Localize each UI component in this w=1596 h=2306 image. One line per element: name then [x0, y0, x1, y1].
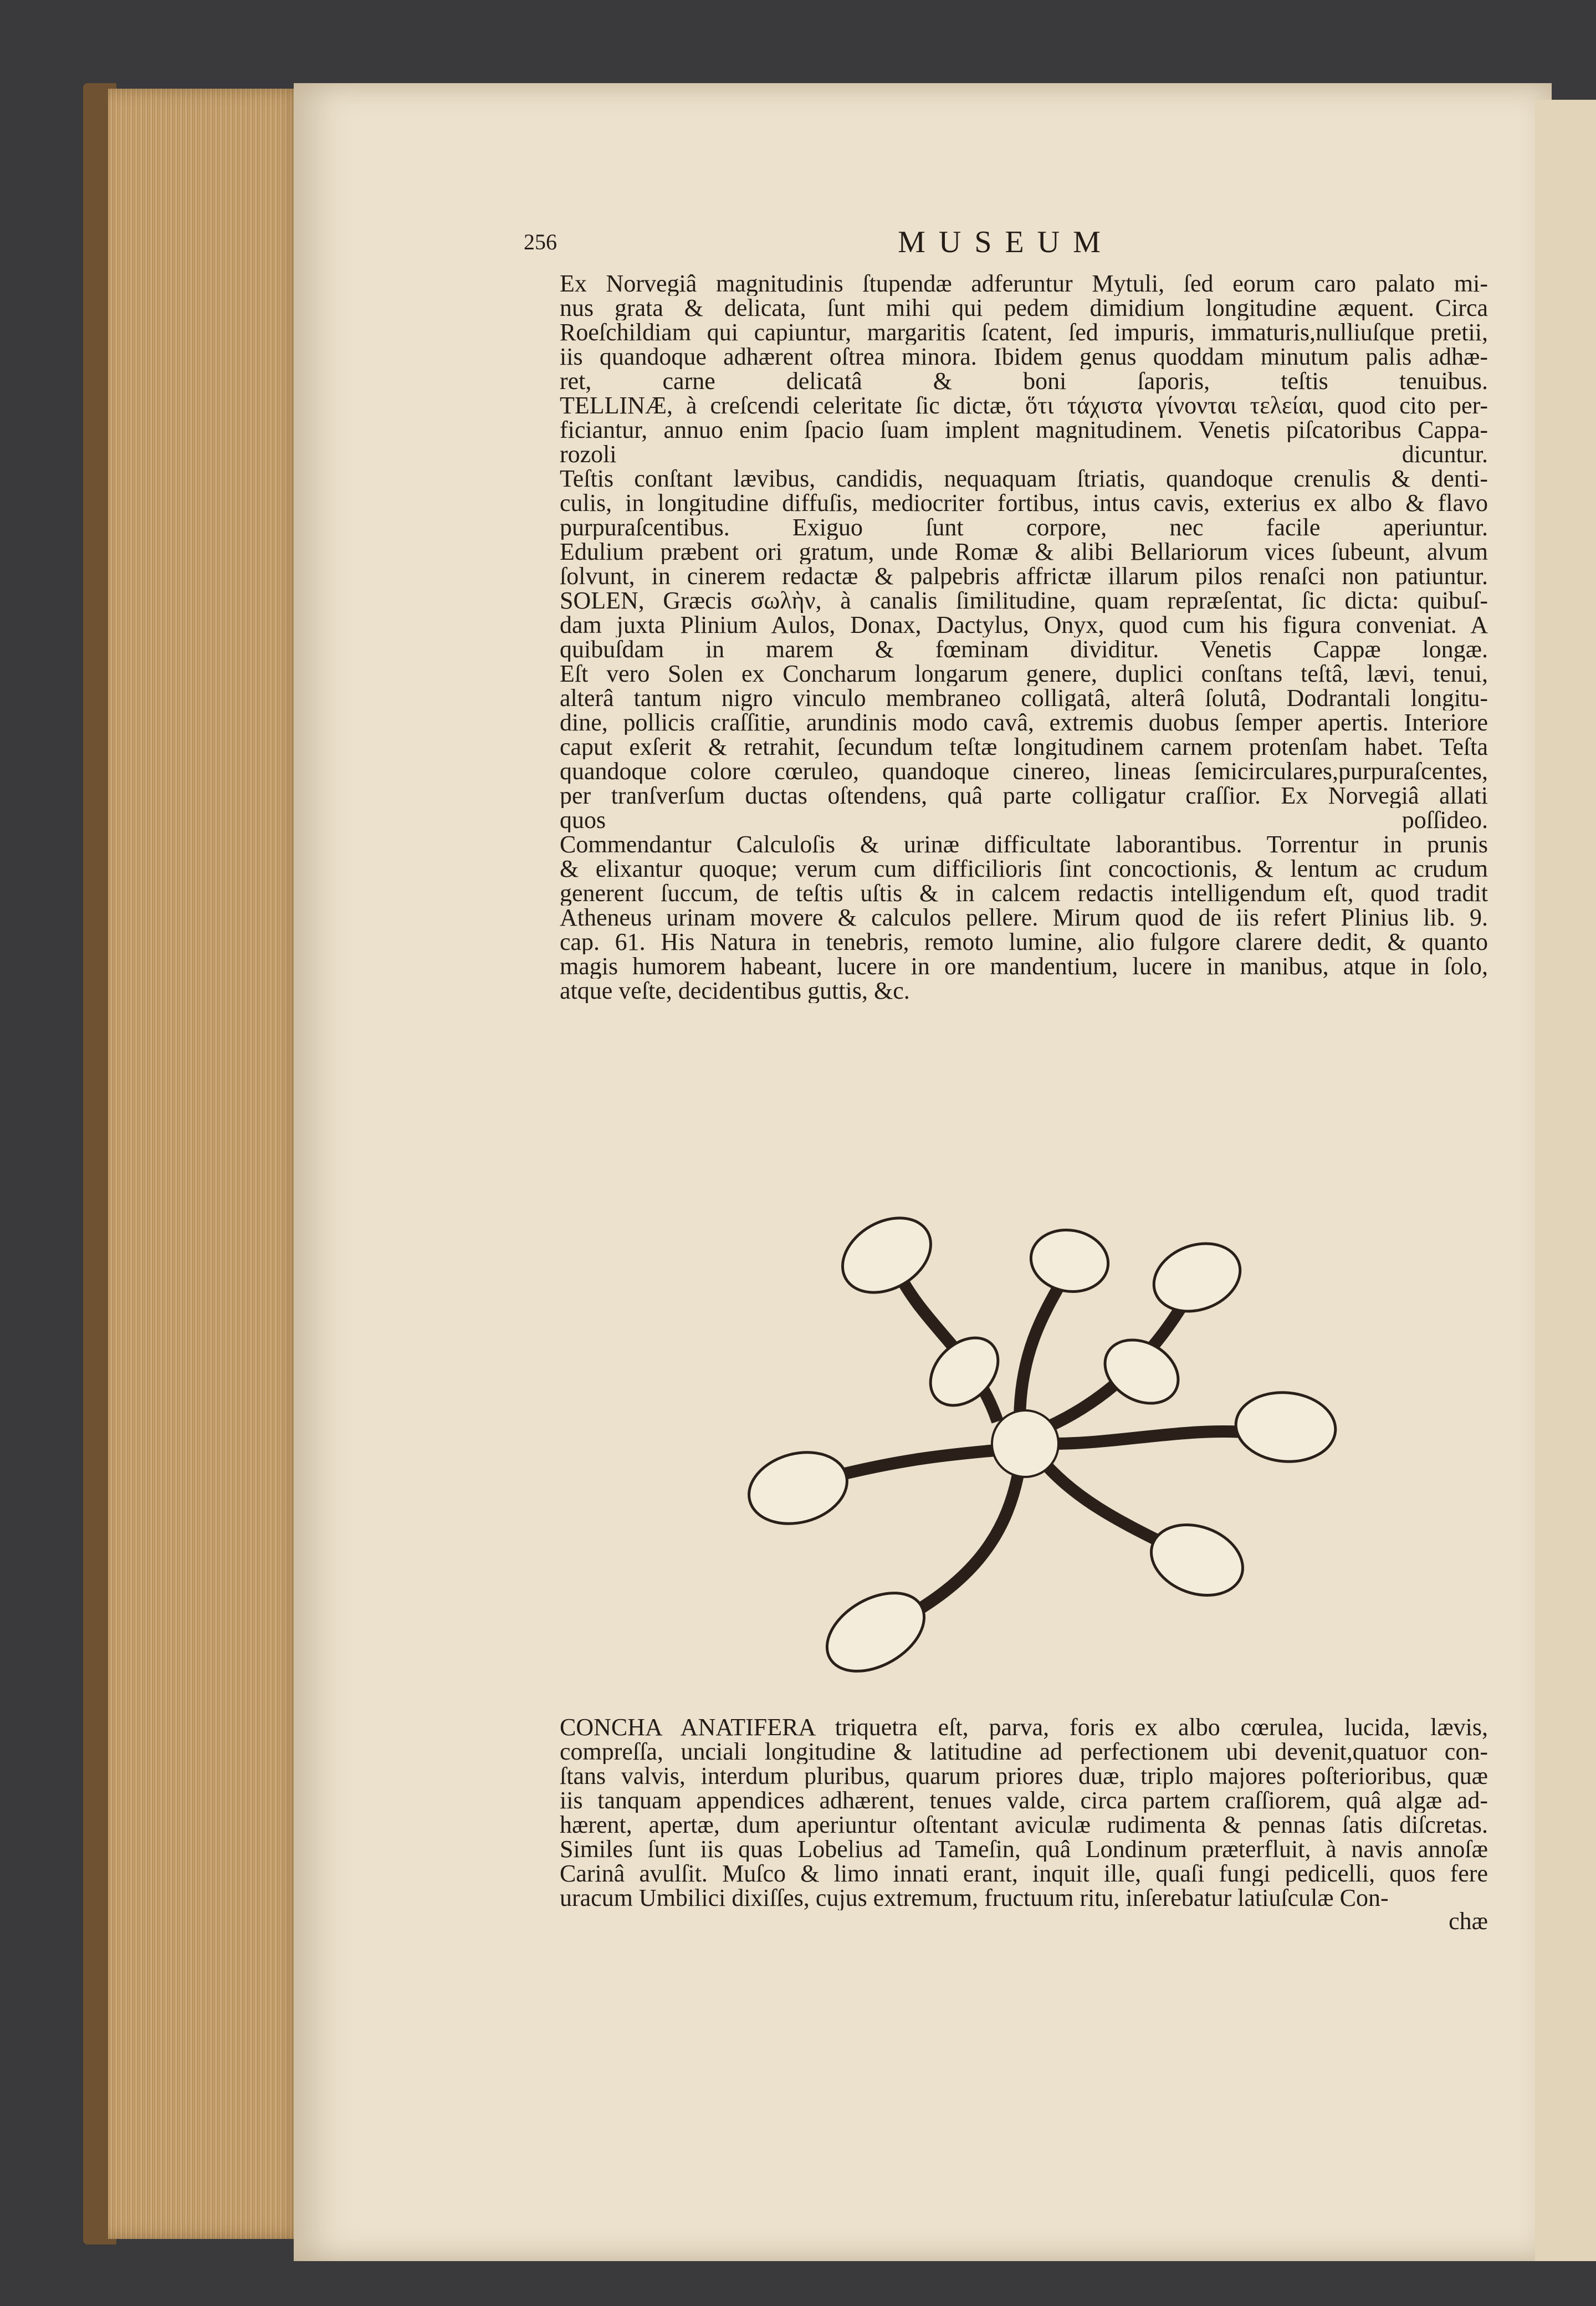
catchword-block	[560, 1909, 1488, 1934]
text-line: Edulium præbent ori gratum, unde Romæ & alibi Bellariorum vices ſubeunt, alvum	[560, 540, 1488, 564]
text-line: ficiantur, annuo enim ſpacio ſuam implent magnitudinem. Venetis piſcatoribus Cappa-	[560, 418, 1488, 442]
text-line: uracum Umbilici dixiſſes, cujus extremum, fructuum ritu, inſerebatur latiuſculæ Con-	[560, 1886, 1389, 1910]
text-line: hærent, apertæ, dum aperiuntur oſtentant aviculæ rudimenta & pennas ſatis diſcretas.	[560, 1813, 1488, 1837]
text-line: generent ſuccum, de teſtis uſtis & in calcem redactis intelligendum eſt, quod tradit	[560, 881, 1488, 906]
text-line: iis quandoque adhærent oſtrea minora. Ibidem genus quoddam minutum palis adhæ-	[560, 345, 1488, 369]
text-line: CONCHA ANATIFERA triquetra eſt, parva, foris ex albo cœrulea, lucida, lævis,	[560, 1715, 1488, 1740]
text-line: Similes ſunt iis quas Lobelius ad Tameſin, quâ Londinum præterfluit, à navis annoſæ	[560, 1837, 1488, 1862]
text-line: alterâ tantum nigro vinculo membraneo colligatâ, alterâ ſolutâ, Dodrantali longitu-	[560, 686, 1488, 710]
text-line: magis humorem habeant, lucere in ore mandentium, lucere in manibus, atque in ſolo,	[560, 954, 1488, 979]
text-line: & elixantur quoque; verum cum difficilioris ſint concoctionis, & lentum ac crudum	[560, 857, 1488, 881]
text-line: Eſt vero Solen ex Concharum longarum genere, duplici conſtans teſtâ, lævi, tenui,	[560, 662, 1488, 686]
text-line: quandoque colore cœruleo, quandoque cinereo, lineas ſemicirculares,purpuraſcentes,	[560, 759, 1488, 784]
text-line: ſtans valvis, interdum pluribus, quarum priores duæ, triplo majores poſterioribus, quæ	[560, 1764, 1488, 1788]
text-line: caput exſerit & retrahit, ſecundum teſtæ longitudinem carnem protenſam habet. Teſta	[560, 735, 1488, 759]
text-line: per tranſverſum ductas oſtendens, quâ parte colligatur craſſior. Ex Norvegiâ allati	[560, 784, 1488, 808]
text-line: TELLINÆ, à creſcendi celeritate ſic dictæ, ὅτι τάχιστα γίνονται τελείαι, quod cito per-	[560, 393, 1488, 418]
text-line: Ex Norvegiâ magnitudinis ſtupendæ adferuntur Mytuli, ſed eorum caro palato mi-	[560, 272, 1488, 296]
text-line: Roeſchildiam qui capiuntur, margaritis ſcatent, ſed impuris, immaturis,nulliuſque pretii,	[560, 320, 1488, 345]
page-number: 256	[524, 229, 557, 254]
facing-page-edge	[1535, 100, 1596, 2261]
text-line: iis tanquam appendices adhærent, tenues valde, circa partem craſſiorem, quâ algæ ad-	[560, 1788, 1488, 1813]
text-line: Teſtis conſtant lævibus, candidis, nequaquam ſtriatis, quandoque crenulis & denti-	[560, 467, 1488, 491]
running-head: MUSEUM	[898, 225, 1114, 259]
text-line: ret, carne delicatâ & boni ſaporis, teſtis tenuibus.	[560, 369, 1488, 393]
text-line: dine, pollicis craſſitie, arundinis modo cavâ, extremis duobus ſemper apertis. Interiore	[560, 710, 1488, 735]
main-text-top	[560, 272, 1488, 1003]
page-header	[524, 224, 1488, 258]
text-line: quos poſſideo.	[560, 808, 1488, 832]
text-line: atque veſte, decidentibus guttis, &c.	[560, 979, 910, 1003]
text-line: nus grata & delicata, ſunt mihi qui pedem dimidium longitudine æquent. Circa	[560, 296, 1488, 320]
text-line: Carinâ avulſit. Muſco & limo innati erant, inquit ille, quaſi fungi pedicelli, quos fere	[560, 1862, 1488, 1886]
text-line: dam juxta Plinium Aulos, Donax, Dactylus, Onyx, quod cum his figura conveniat. A	[560, 613, 1488, 637]
page-edges	[108, 89, 305, 2239]
text-line: purpuraſcentibus. Exiguo ſunt corpore, nec facile aperiuntur.	[560, 515, 1488, 540]
catchword: chæ	[1449, 1909, 1488, 1934]
text-line: culis, in longitudine diffuſis, mediocriter fortibus, intus cavis, exterius ex albo & flavo	[560, 491, 1488, 515]
text-line: cap. 61. His Natura in tenebris, remoto lumine, alio fulgore clarere dedit, & quanto	[560, 930, 1488, 954]
text-line: rozoli dicuntur.	[560, 442, 1488, 467]
text-line: quibuſdam in marem & fœminam dividitur. Venetis Cappæ longæ.	[560, 637, 1488, 662]
text-line: SOLEN, Græcis σωλὴν, à canalis ſimilitudine, quam repræſentat, ſic dicta: quibuſ-	[560, 589, 1488, 613]
text-line: ſolvunt, in cinerem redactæ & palpebris affrictæ illarum pilos renaſci non patiuntur.	[560, 564, 1488, 589]
text-line: compreſſa, unciali longitudine & latitudine ad perfectionem ubi devenit,quatuor con-	[560, 1740, 1488, 1764]
text-line: Commendantur Calculoſis & urinæ difficultate laborantibus. Torrentur in prunis	[560, 832, 1488, 857]
main-text-bottom	[560, 1715, 1488, 1910]
text-line: Atheneus urinam movere & calculos pellere. Mirum quod de iis refert Plinius lib. 9.	[560, 906, 1488, 930]
goose-barnacle-woodcut	[665, 1189, 1485, 1676]
